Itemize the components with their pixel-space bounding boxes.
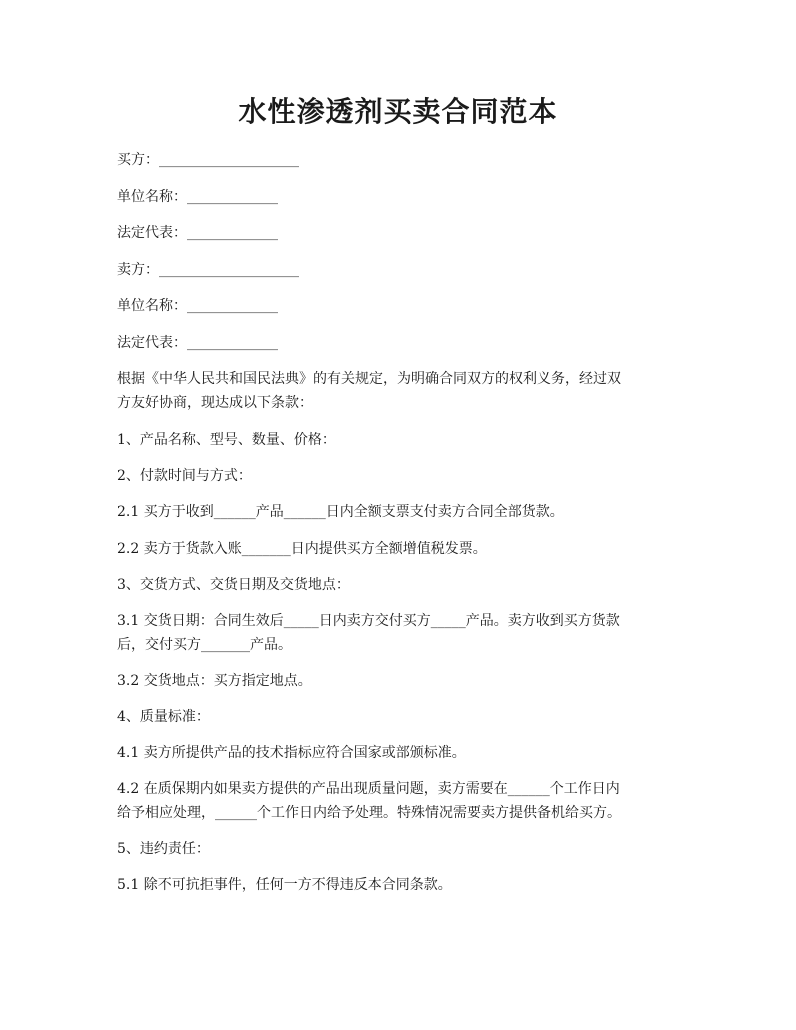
preamble-line-1: 根据《中华人民共和国民法典》的有关规定，为明确合同双方的权利义务，经过双 [117, 371, 621, 387]
clause-2-1: 2.1 买方于收到______产品______日内全额支票支付卖方合同全部货款。 [117, 504, 564, 520]
clause-3-2: 3.2 交货地点：买方指定地点。 [117, 673, 312, 689]
clause-3-1-line-2: 后，交付买方_______产品。 [117, 637, 292, 653]
preamble-line-2: 方友好协商，现达成以下条款： [117, 395, 313, 411]
seller-representative-line: 法定代表：_____________ [117, 335, 278, 351]
section-4-heading: 4、质量标准： [117, 709, 210, 725]
section-1-heading: 1、产品名称、型号、数量、价格： [117, 432, 336, 448]
buyer-company-line: 单位名称：_____________ [117, 189, 278, 205]
document-title: 水性渗透剂买卖合同范本 [238, 95, 558, 128]
seller-company-line: 单位名称：_____________ [117, 298, 278, 314]
clause-5-1: 5.1 除不可抗拒事件，任何一方不得违反本合同条款。 [117, 877, 452, 893]
buyer-line: 买方：____________________ [117, 152, 299, 168]
clause-2-2: 2.2 卖方于货款入账_______日内提供买方全额增值税发票。 [117, 541, 487, 557]
clause-3-1-line-1: 3.1 交货日期：合同生效后_____日内卖方交付买方_____产品。卖方收到买方货款 [117, 613, 620, 629]
clause-4-2-line-1: 4.2 在质保期内如果卖方提供的产品出现质量问题，卖方需要在______个工作日内 [117, 781, 620, 797]
section-3-heading: 3、交货方式、交货日期及交货地点： [117, 577, 350, 593]
clause-4-1: 4.1 卖方所提供产品的技术指标应符合国家或部颁标准。 [117, 745, 466, 761]
seller-line: 卖方：____________________ [117, 262, 299, 278]
clause-4-2-line-2: 给予相应处理，______个工作日内给予处理。特殊情况需要卖方提供备机给买方。 [117, 805, 621, 821]
section-5-heading: 5、违约责任： [117, 841, 210, 857]
section-2-heading: 2、付款时间与方式： [117, 468, 252, 484]
buyer-representative-line: 法定代表：_____________ [117, 225, 278, 241]
